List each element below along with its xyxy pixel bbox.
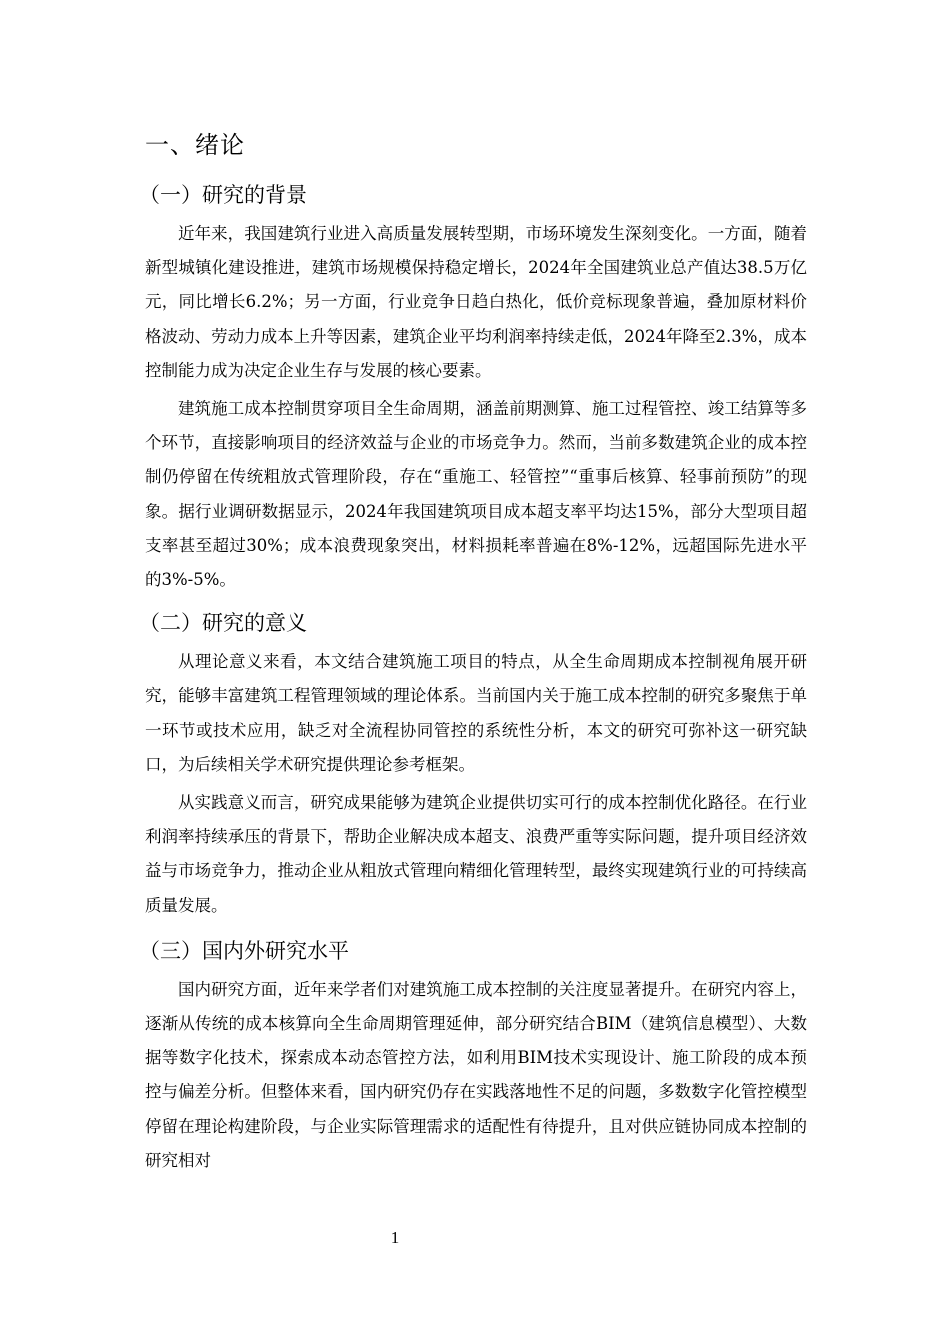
paragraph: 建筑施工成本控制贯穿项目全生命周期，涵盖前期测算、施工过程管控、竣工结算等多个环节，直接影响项目的经济效益与企业的市场竞争力。然而，当前多数建筑企业的成本控制仍停留在传统粗放式管理阶段，存在“重施工、轻管控”“重事后核算、轻事前预防”的现象。据行业调研数据显示，2024年我国建筑项目成本超支率平均达15%，部分大型项目超支率甚至超过30%；成本浪费现象突出，材料损耗率普遍在8%-12%，远超国际先进水平的3%-5%。 bbox=[145, 399, 807, 590]
section-research-status bbox=[139, 933, 807, 1178]
chapter-title: 一、绪论 bbox=[145, 131, 245, 159]
section-research-background bbox=[139, 177, 807, 597]
section-title: （一）研究的背景 bbox=[139, 183, 307, 207]
paragraph: 国内研究方面，近年来学者们对建筑施工成本控制的关注度显著提升。在研究内容上，逐渐从传统的成本核算向全生命周期管理延伸，部分研究结合BIM（建筑信息模型）、大数据等数字化技术，探索成本动态管控方法，如利用BIM技术实现设计、施工阶段的成本预控与偏差分析。但整体来看，国内研究仍存在实践落地性不足的问题，多数数字化管控模型停留在理论构建阶段，与企业实际管理需求的适配性有待提升，且对供应链协同成本控制的研究相对 bbox=[145, 979, 807, 1170]
paragraph: 近年来，我国建筑行业进入高质量发展转型期，市场环境发生深刻变化。一方面，随着新型城镇化建设推进，建筑市场规模保持稳定增长，2024年全国建筑业总产值达38.5万亿元，同比增长6.2%；另一方面，行业竞争日趋白热化，低价竞标现象普遍，叠加原材料价格波动、劳动力成本上升等因素，建筑企业平均利润率持续走低，2024年降至2.3%，成本控制能力成为决定企业生存与发展的核心要素。 bbox=[145, 224, 807, 380]
paragraph: 从理论意义来看，本文结合建筑施工项目的特点，从全生命周期成本控制视角展开研究，能够丰富建筑工程管理领域的理论体系。当前国内关于施工成本控制的研究多聚焦于单一环节或技术应用，缺乏对全流程协同管控的系统性分析，本文的研究可弥补这一研究缺口，为后续相关学术研究提供理论参考框架。 bbox=[145, 652, 807, 774]
section-research-significance bbox=[139, 605, 807, 923]
page-content bbox=[139, 125, 807, 1182]
paragraph: 从实践意义而言，研究成果能够为建筑企业提供切实可行的成本控制优化路径。在行业利润率持续承压的背景下，帮助企业解决成本超支、浪费严重等实际问题，提升项目经济效益与市场竞争力，推动企业从粗放式管理向精细化管理转型，最终实现建筑行业的可持续高质量发展。 bbox=[145, 793, 807, 915]
section-title: （二）研究的意义 bbox=[139, 611, 307, 636]
page-number: 1 bbox=[390, 1228, 400, 1247]
section-title: （三）国内外研究水平 bbox=[139, 938, 349, 963]
